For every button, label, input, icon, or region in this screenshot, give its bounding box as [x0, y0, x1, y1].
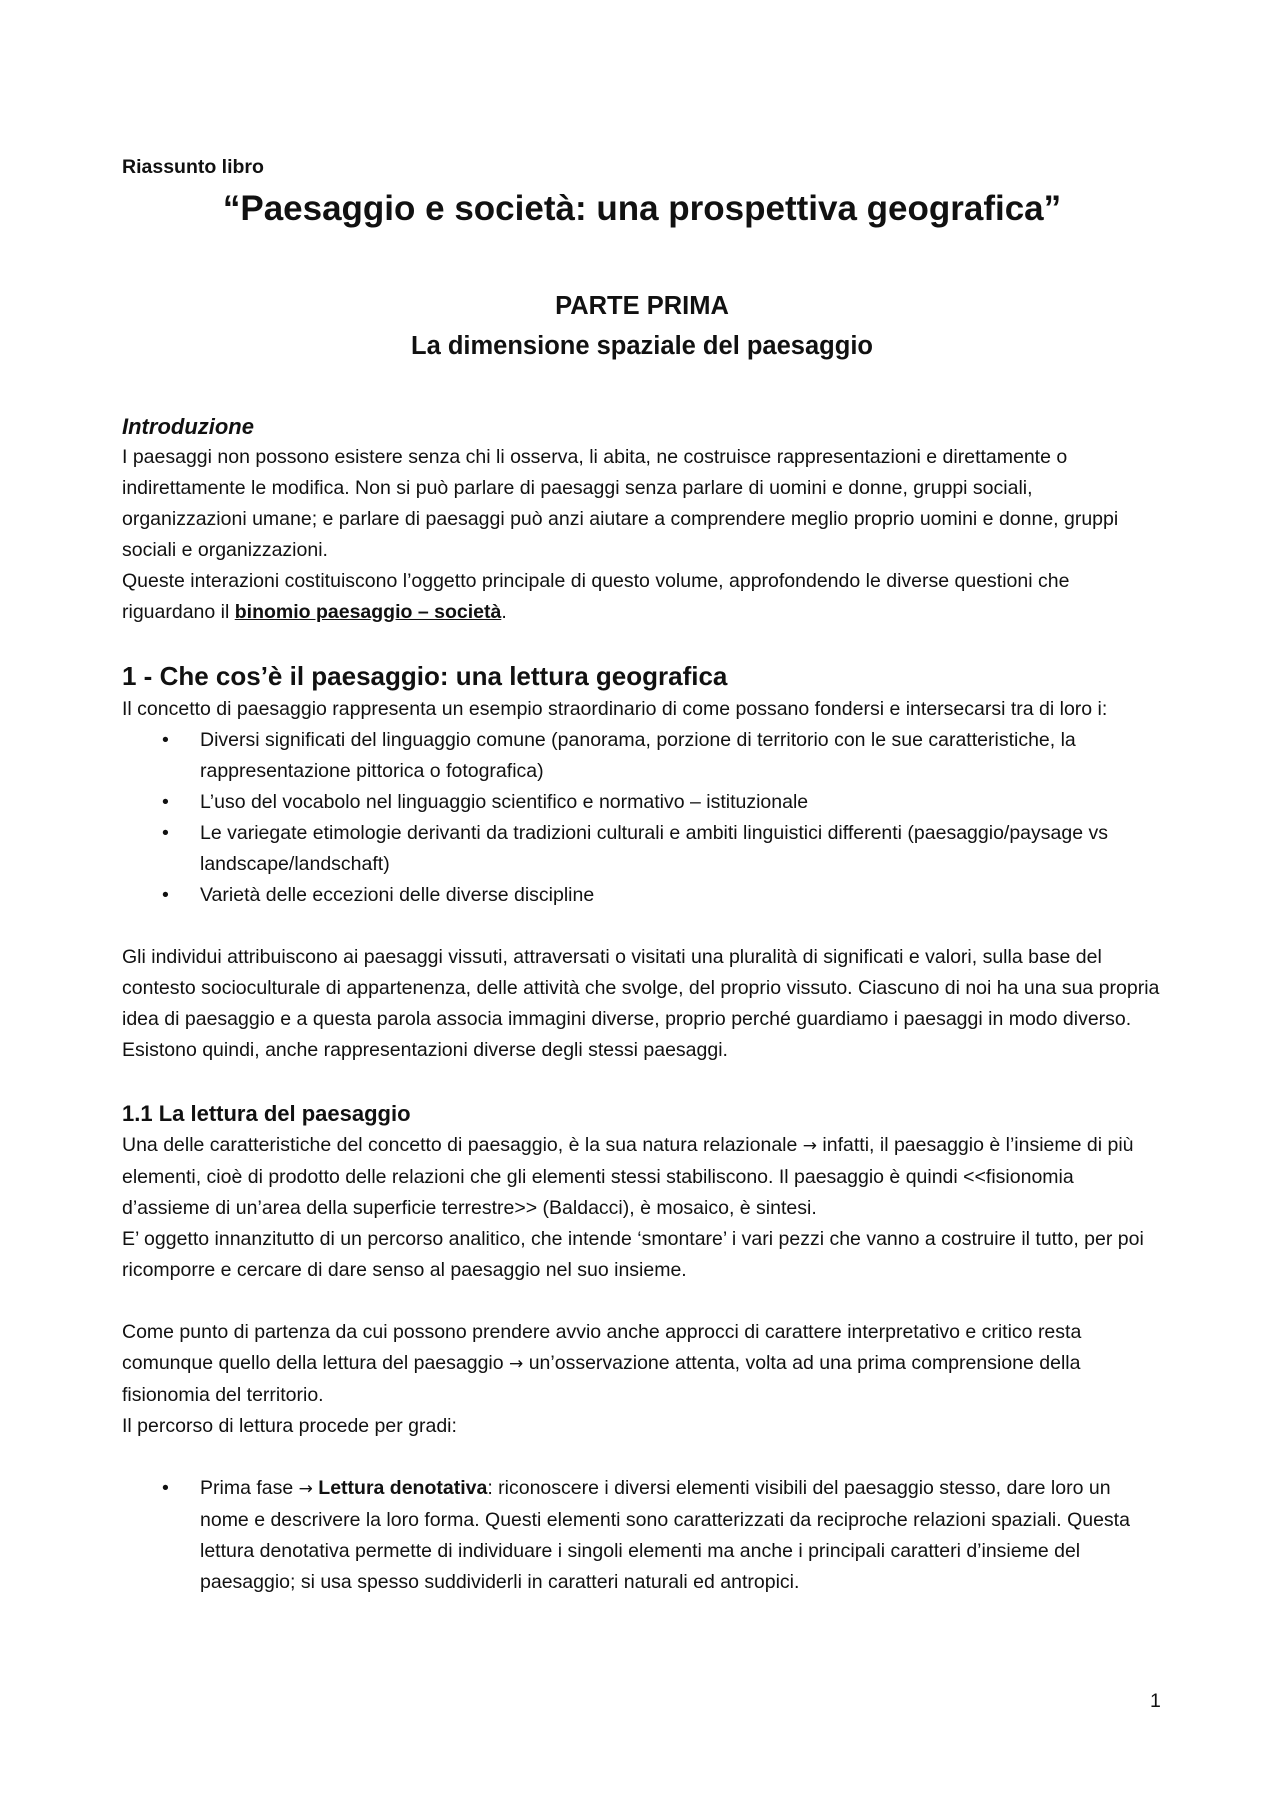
text-segment: Come punto di partenza da cui possono prendere avvio anche approcci di carattere interpretativo e critico resta comunque quello della lettura del paesaggio: [122, 1321, 1082, 1374]
intro-heading: Introduzione: [122, 414, 254, 439]
page-number: 1: [1150, 1690, 1161, 1712]
spacer: [122, 1286, 1162, 1317]
section-1-1-paragraph-4: Il percorso di lettura procede per gradi:: [122, 1415, 457, 1437]
bullet-icon: •: [162, 729, 169, 751]
part-subtitle: La dimensione spaziale del paesaggio: [411, 332, 873, 360]
text-segment: infatti, il paesaggio è l’insieme di più elementi, cioè di prodotto delle relazioni che gli elementi stessi stabiliscono. Il paesaggio è quindi <<fisionomia d’assieme di un’area della superficie terrestre>> (Baldacci), è mosaico, è sintesi.: [122, 1134, 1134, 1219]
text-segment: Prima fase: [200, 1477, 299, 1499]
bullet-icon: •: [162, 884, 169, 906]
section-1-1-paragraph-3: [122, 1317, 1162, 1411]
section-1-heading: 1 - Che cos’è il paesaggio: una lettura geografica: [122, 661, 728, 691]
intro-text-after: .: [501, 601, 507, 623]
right-arrow-icon: →: [298, 1479, 313, 1499]
list-item: [122, 880, 1162, 911]
intro-text-before: Queste interazioni costituiscono l’oggetto principale di questo volume, approfondendo le diverse questioni che riguardano il: [122, 570, 1070, 623]
list-item-text: Le variegate etimologie derivanti da tradizioni culturali e ambiti linguistici differenti (paesaggio/paysage vs landscape/landschaft): [200, 822, 1108, 875]
section-1-1-paragraph-2: E’ oggetto innanzitutto di un percorso analitico, che intende ‘smontare’ i vari pezzi che vanno a costruire il tutto, per poi ricomporre e cercare di dare senso al paesaggio nel suo insieme.: [122, 1228, 1144, 1281]
list-item: [122, 1473, 1162, 1598]
section-1-bullet-list: [122, 725, 1162, 911]
right-arrow-icon: →: [802, 1136, 818, 1156]
section-1-paragraph-2: Gli individui attribuiscono ai paesaggi vissuti, attraversati o visitati una pluralità di significati e valori, sulla base del contesto socioculturale di appartenenza, delle attività che svolge, del proprio vissuto. Ciascuno di noi ha una sua propria idea di paesaggio e a questa parola associa immagini diverse, proprio perché guardiamo i paesaggi in modo diverso. Esistono quindi, anche rappresentazioni diverse degli stessi paesaggi.: [122, 946, 1160, 1061]
part-title: PARTE PRIMA: [555, 292, 729, 320]
section-1-1-heading: 1.1 La lettura del paesaggio: [122, 1101, 411, 1126]
page-content: [122, 152, 1162, 1598]
spacer: [122, 1442, 1162, 1473]
list-item: [122, 787, 1162, 818]
document-label: Riassunto libro: [122, 156, 264, 178]
document-title: “Paesaggio e società: una prospettiva geografica”: [222, 189, 1062, 228]
list-item: [122, 818, 1162, 880]
list-item: [122, 725, 1162, 787]
bullet-icon: •: [162, 822, 169, 844]
spacer: [122, 911, 1162, 942]
intro-paragraph-2: [122, 566, 1162, 628]
bullet-icon: •: [162, 791, 169, 813]
text-segment: : riconoscere i diversi elementi visibili del paesaggio stesso, dare loro un nome e descrivere la loro forma. Questi elementi sono caratterizzati da reciproche relazioni spaziali. Questa lettura denotativa permette di individuare i singoli elementi ma anche i principali caratteri d’insieme del paesaggio; si usa spesso suddividerli in caratteri naturali ed antropici.: [200, 1477, 1130, 1593]
binomio-emphasis: binomio paesaggio – società: [234, 601, 502, 623]
lettura-denotativa-term: Lettura denotativa: [318, 1477, 488, 1499]
list-item-text: Diversi significati del linguaggio comune (panorama, porzione di territorio con le sue caratteristiche, la rappresentazione pittorica o fotografica): [200, 729, 1076, 782]
text-segment: un’osservazione attenta, volta ad una prima comprensione della fisionomia del territorio.: [122, 1352, 1081, 1406]
list-item-text: L’uso del vocabolo nel linguaggio scientifico e normativo – istituzionale: [200, 791, 809, 813]
text-segment: Una delle caratteristiche del concetto di paesaggio, è la sua natura relazionale: [122, 1134, 803, 1156]
intro-paragraph-1: I paesaggi non possono esistere senza chi li osserva, li abita, ne costruisce rappresentazioni e direttamente o indirettamente le modifica. Non si può parlare di paesaggi senza parlare di uomini e donne, gruppi sociali, organizzazioni umane; e parlare di paesaggi può anzi aiutare a comprendere meglio proprio uomini e donne, gruppi sociali e organizzazioni.: [122, 446, 1119, 561]
section-1-1-bullet-list: [122, 1473, 1162, 1598]
bullet-icon: •: [162, 1477, 169, 1499]
list-item-text: Varietà delle eccezioni delle diverse discipline: [200, 884, 595, 906]
section-1-lead: Il concetto di paesaggio rappresenta un esempio straordinario di come possano fondersi e intersecarsi tra di loro i:: [122, 698, 1108, 720]
right-arrow-icon: →: [509, 1354, 524, 1374]
section-1-1-paragraph-1: [122, 1130, 1162, 1224]
